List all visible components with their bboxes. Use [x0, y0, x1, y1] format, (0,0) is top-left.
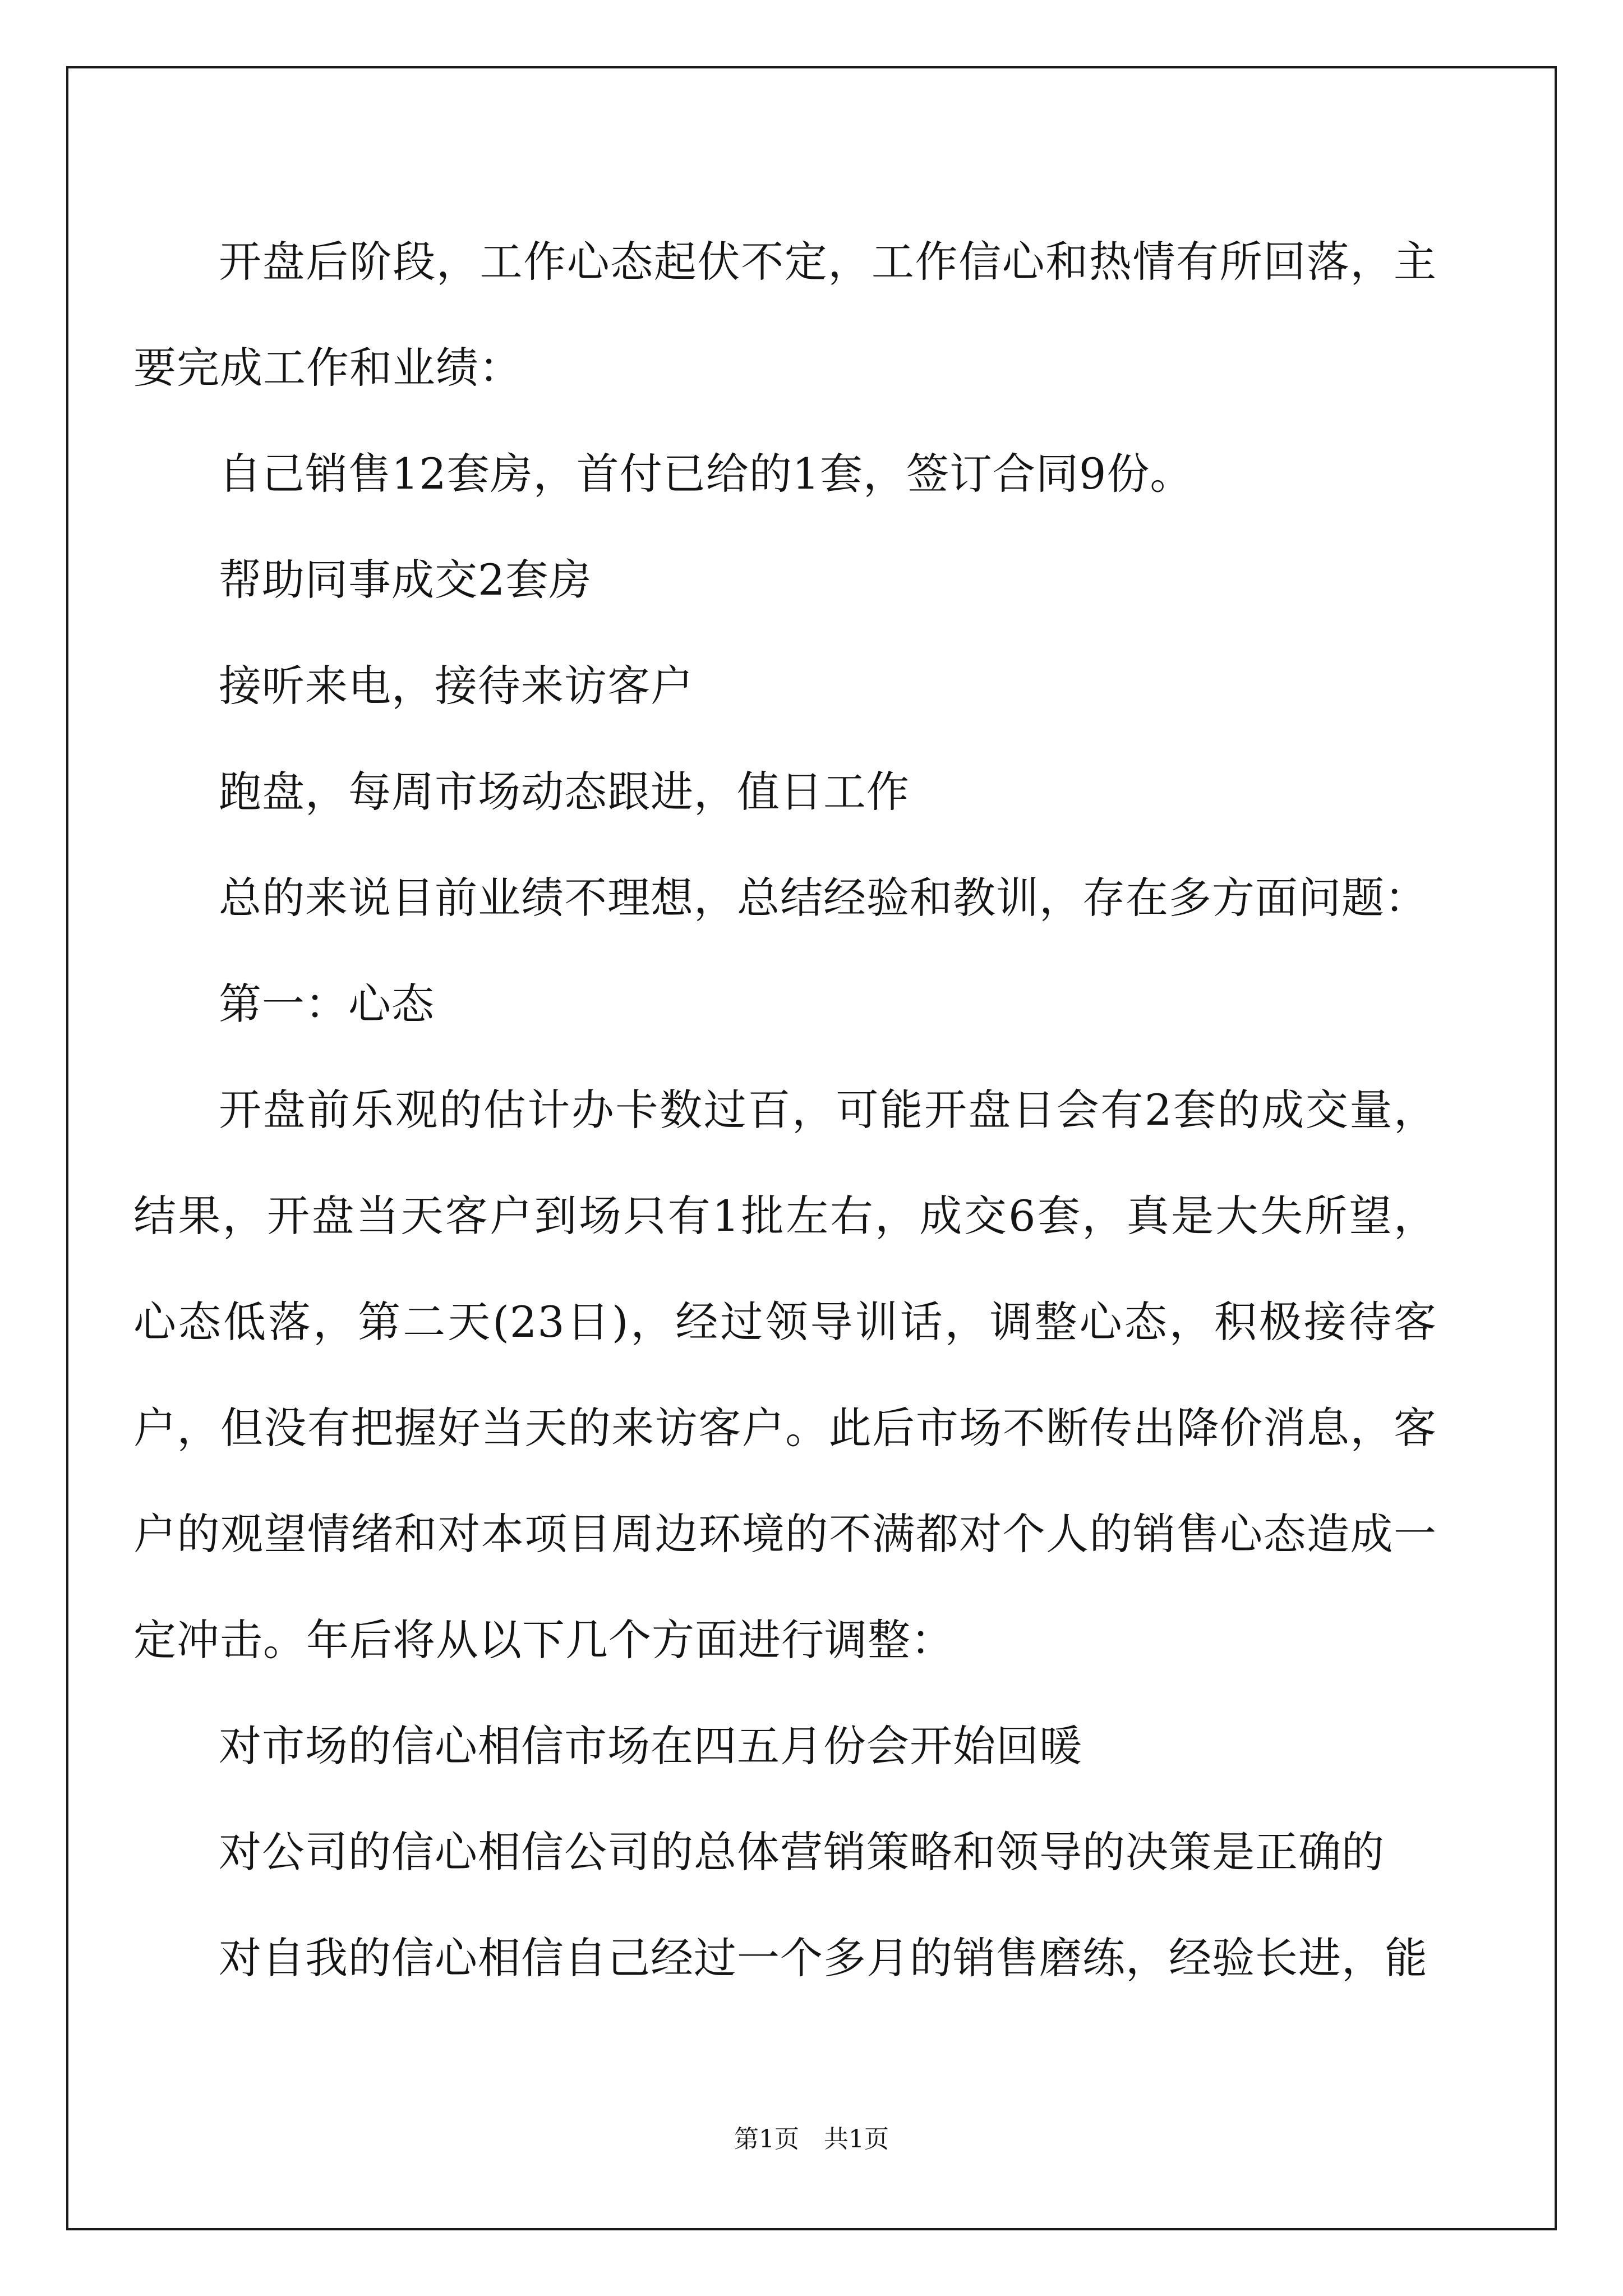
paragraph: 接听来电，接待来访客户: [219, 661, 694, 711]
paragraph: 对公司的信心相信公司的总体营销策略和领导的决策是正确的: [219, 1827, 1385, 1877]
paragraph: 自己销售12套房，首付已给的1套，签订合同9份。: [219, 449, 1193, 499]
section-heading: 第一：心态: [219, 979, 435, 1029]
paragraph: 开盘前乐观的估计办卡数过百，可能开盘日会有2套的成交量，结果，开盘当天客户到场只有1批左右，成交6套，真是大失所望，心态低落，第二天(23日)，经过领导训话，调整心态，积极接待客户，但没有把握好当天的来访客户。此后市场不断传出降价消息，客户的观望情绪和对本项目周边环境的不满都对个人的销售心态造成一定冲击。年后将从以下几个方面进行调整：: [133, 1085, 1437, 1665]
page-number-footer: 第1页 共1页: [734, 2125, 889, 2154]
paragraph: 跑盘，每周市场动态跟进，值日工作: [219, 767, 910, 817]
paragraph: 开盘后阶段，工作心态起伏不定，工作信心和热情有所回落，主要完成工作和业绩：: [133, 237, 1437, 393]
paragraph: 对自我的信心相信自己经过一个多月的销售磨练，经验长进，能: [219, 1933, 1428, 1983]
paragraph: 对市场的信心相信市场在四五月份会开始回暖: [219, 1721, 1082, 1771]
document-body: [133, 209, 1437, 2011]
paragraph: 帮助同事成交2套房: [219, 555, 592, 605]
paragraph: 总的来说目前业绩不理想，总结经验和教训，存在多方面问题：: [219, 873, 1428, 923]
